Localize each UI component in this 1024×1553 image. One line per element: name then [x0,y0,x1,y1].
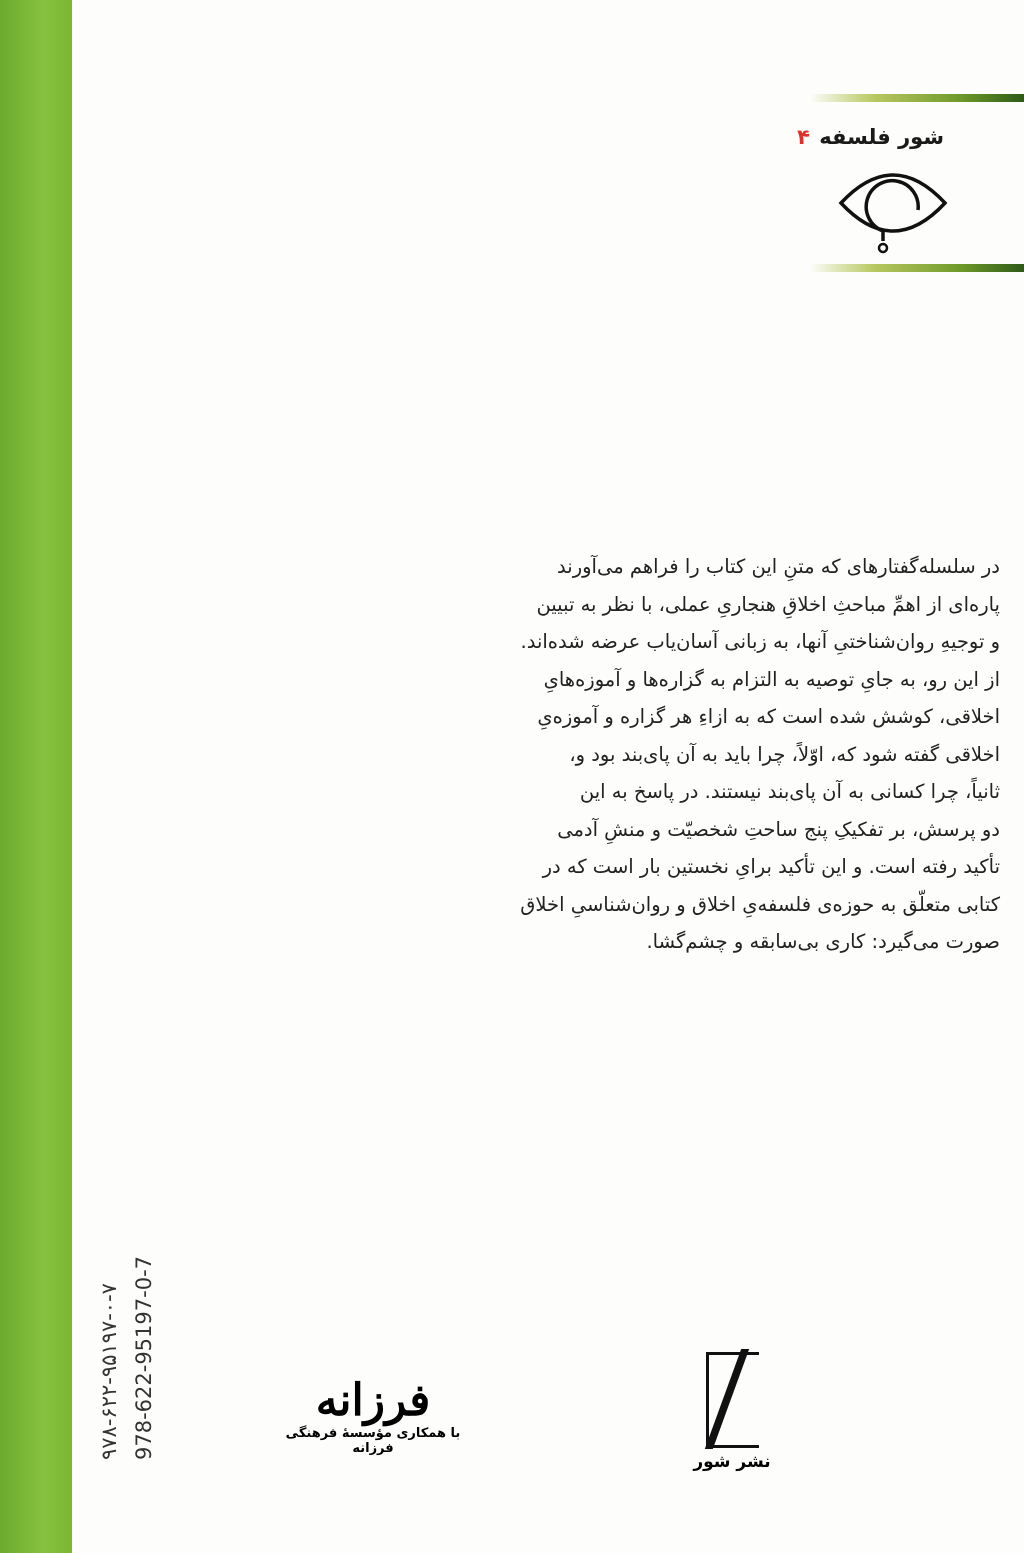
blurb-line: صورت می‌گیرد: کاری بی‌سابقه و چشم‌گشا. [646,930,1000,953]
blurb-line: اخلاقی گفته شود که، اوّلاً، چرا باید به آن پای‌بند بود و، [569,742,1000,766]
blurb-line: تأکید رفته است. و این تأکید برایِ نخستین بار است که در [542,855,1000,878]
blurb-line: پاره‌ای از اهمِّ مباحثِ اخلاقِ هنجاریِ عملی، با نظر به تبیین [536,592,1000,616]
farzaneh-logo-mark: فرزانه [315,1375,431,1426]
series-title [797,125,944,149]
top-divider [810,94,1024,102]
blurb-line: و توجیهِ روان‌شناختیِ آنها، به زبانی آسان‌یاب عرضه شده‌اند. [520,630,1000,653]
publisher-logo-mark [706,1352,759,1448]
isbn-latin: 978-622-95197-0-7 [132,1255,156,1460]
bottom-divider [810,264,1024,272]
blurb-line: از این رو، به جایِ توصیه به التزام به گزاره‌ها و آموزه‌هایِ [543,667,1000,691]
publisher-name: نشر شور [693,1452,771,1472]
blurb-line: اخلاقی، کوشش شده است که به ازاءِ هر گزاره و آموزه‌یِ [537,705,1000,728]
publisher-logo [693,1352,771,1472]
blurb-line: در سلسله‌گفتارهای که متنِ این کتاب را فراهم می‌آورند [557,555,1000,578]
blurb-line: ثانیاً، چرا کسانی به آن پای‌بند نیستند. در پاسخ به این [579,780,1000,803]
farzaneh-logo [278,1375,468,1456]
series-name: شور فلسفه [819,125,944,149]
blurb-text [258,548,1000,961]
eye-question-icon [838,165,948,255]
green-spine-band [0,0,72,1553]
isbn-persian: ۹۷۸-۶۲۲-۹۵۱۹۷-۰-۷ [97,1283,121,1460]
series-number: ۴ [797,125,810,149]
blurb-line: کتابی متعلّق به حوزه‌ی فلسفه‌یِ اخلاق و روان‌شناسیِ اخلاق [520,892,1000,916]
blurb-line: دو پرسش، بر تفکیکِ پنج ساحتِ شخصیّت و منشِ آدمی [557,817,1000,841]
copublisher-caption: با همکاری مؤسسهٔ فرهنگی فرزانه [285,1426,461,1456]
